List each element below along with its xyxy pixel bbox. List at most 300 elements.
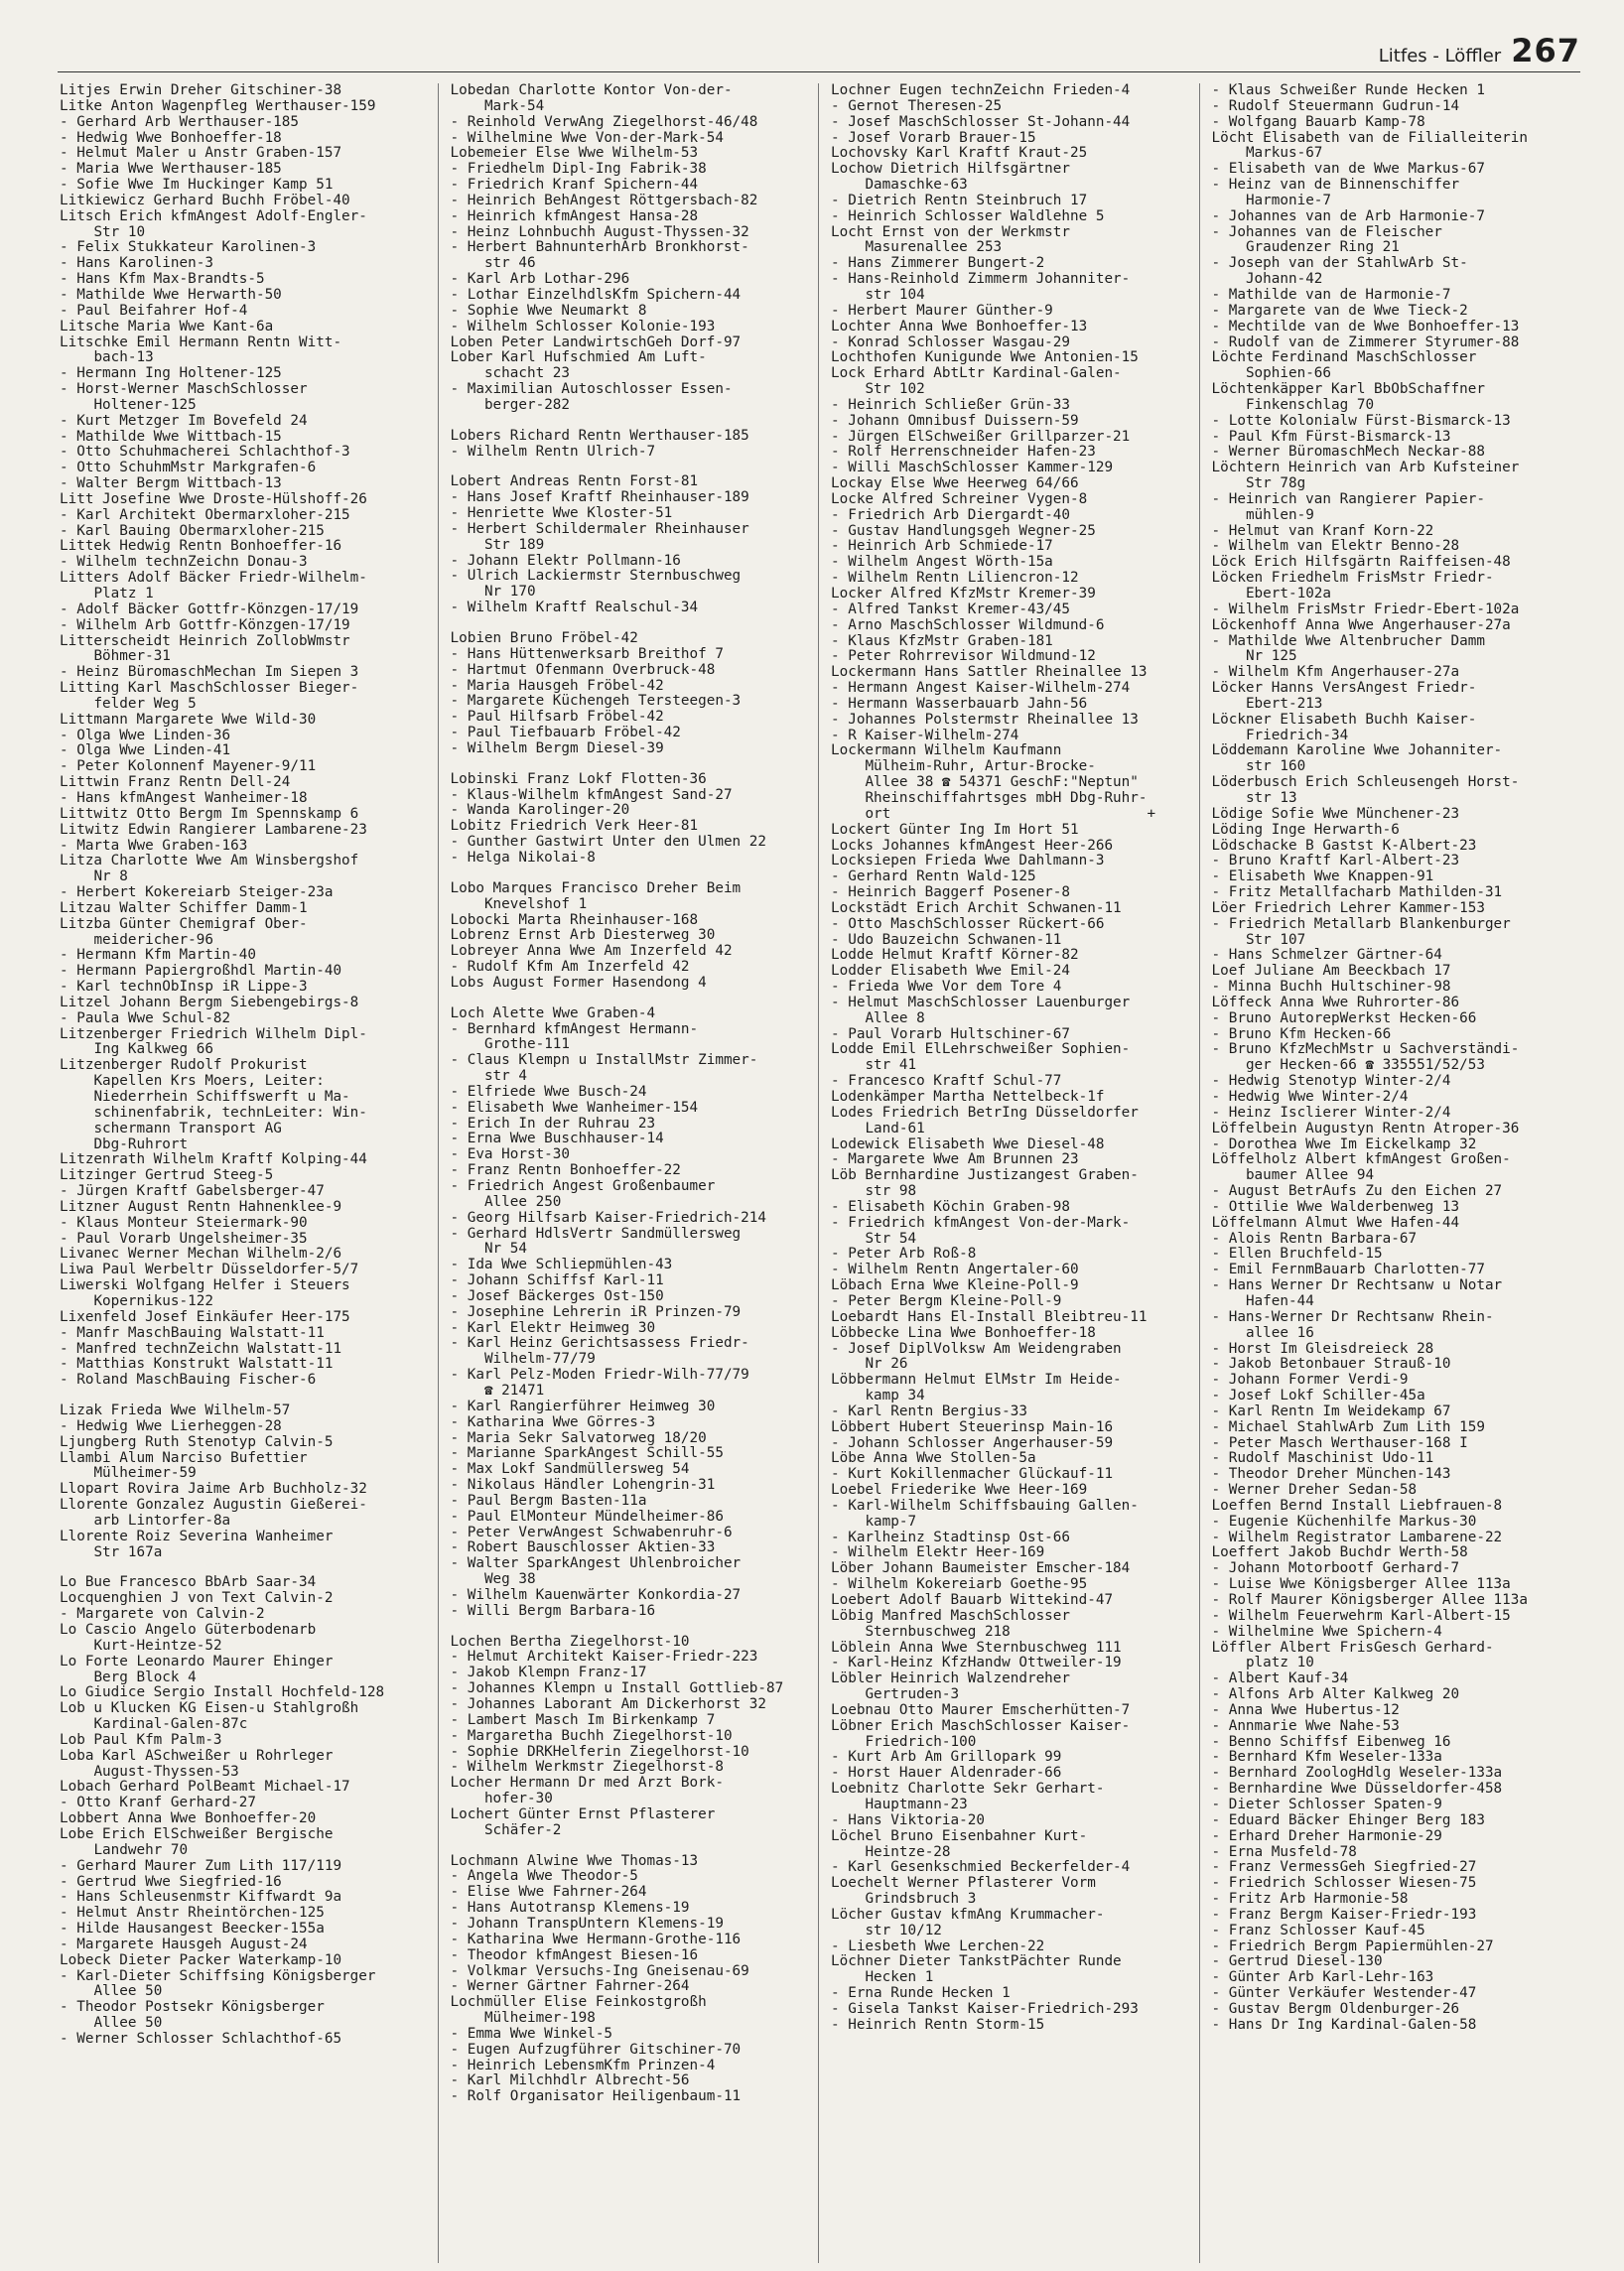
directory-entry: Littek Hedwig Rentn Bonhoeffer-16: [60, 538, 342, 555]
directory-entry: - Karl technObInsp iR Lippe-3: [60, 979, 308, 996]
directory-entry: - Mathilde Wwe Herwarth-50: [60, 286, 282, 303]
directory-entry: - Wilhelm Feuerwehrm Karl-Albert-15: [1211, 1607, 1511, 1624]
directory-entry: - Rudolf van de Zimmerer Styrumer-88: [1211, 334, 1520, 350]
directory-entry: - Karl Rentn Im Weidekamp 67: [1211, 1403, 1451, 1419]
directory-entry: - Wilhelm FrisMstr Friedr-Ebert-102a: [1211, 601, 1520, 617]
directory-entry: Loebardt Hans El-Install Bleibtreu-11: [831, 1308, 1148, 1325]
directory-entry: - Sophie DRKHelferin Ziegelhorst-10: [450, 1743, 749, 1760]
directory-entry: Löddemann Karoline Wwe Johanniter- str 160: [1211, 742, 1503, 775]
directory-entry: Litt Josefine Wwe Droste-Hülshoff-26: [60, 490, 367, 507]
directory-entry: - Henriette Wwe Kloster-51: [450, 505, 673, 522]
directory-entry: - Bruno KfzMechMstr u Sachverständi- ger Hecken-66 ☎ 335551/52/53: [1211, 1041, 1520, 1074]
directory-entry: - Minna Buchh Hultschiner-98: [1211, 979, 1451, 996]
directory-entry: Lobien Bruno Fröbel-42: [450, 630, 638, 646]
directory-entry: Löbbert Hubert Steuerinsp Main-16: [831, 1418, 1114, 1435]
directory-entry: Löffelbein Augustyn Rentn Atroper-36: [1211, 1120, 1520, 1136]
directory-entry: - Peter Masch Werthauser-168 I: [1211, 1434, 1468, 1451]
directory-entry: Lochner Eugen technZeichn Frieden-4: [831, 83, 1131, 98]
entry-gap: [451, 757, 807, 772]
directory-entry: - Karl-Wilhelm Schiffsbauing Gallen- kamp-7: [831, 1497, 1139, 1530]
directory-entry: - Herbert Maurer Günther-9: [831, 302, 1053, 319]
directory-entry: - Katharina Wwe Görres-3: [450, 1413, 656, 1430]
directory-entry: - Heinrich Arb Schmiede-17: [831, 538, 1053, 555]
directory-entry: - Heinrich Schließer Grün-33: [831, 396, 1071, 413]
directory-entry: - Johannes Polstermstr Rheinallee 13: [831, 711, 1139, 728]
directory-entry: - Johannes Laborant Am Dickerhorst 32: [450, 1696, 766, 1712]
directory-entry: - Heinrich Baggerf Posener-8: [831, 884, 1071, 901]
directory-entry: Liwa Paul Werbeltr Düsseldorfer-5/7: [60, 1262, 359, 1278]
directory-entry: - Karl Rentn Bergius-33: [831, 1403, 1027, 1419]
directory-entry: Litkiewicz Gerhard Buchh Fröbel-40: [60, 192, 350, 208]
directory-entry: - Margarete von Calvin-2: [60, 1606, 265, 1623]
directory-entry: Loben Peter LandwirtschGeh Dorf-97: [450, 334, 742, 350]
directory-entry: Lob Paul Kfm Palm-3: [60, 1731, 222, 1748]
directory-entry: - Elisabeth Wwe Knappen-91: [1211, 868, 1434, 885]
directory-entry: - Karl Architekt Obermarxloher-215: [60, 506, 350, 523]
directory-entry: Lo Cascio Angelo Güterbodenarb Kurt-Heintze-52: [60, 1622, 317, 1654]
directory-entry: - Annmarie Wwe Nahe-53: [1211, 1717, 1400, 1734]
directory-entry: - Heinz van de Binnenschiffer Harmonie-7: [1211, 177, 1460, 208]
directory-entry: - Friedrich Schlosser Wiesen-75: [1211, 1875, 1477, 1892]
directory-entry: - Bernhard kfmAngest Hermann- Grothe-111: [450, 1020, 699, 1053]
directory-entry: - Hans Schmelzer Gärtner-64: [1211, 947, 1442, 964]
directory-entry: - Lothar EinzelhdlsKfm Spichern-44: [450, 286, 742, 303]
directory-entry: - Peter Kolonnenf Mayener-9/11: [60, 758, 317, 775]
directory-entry: Lodenkämper Martha Nettelbeck-1f: [831, 1089, 1105, 1105]
directory-entry: Löbe Anna Wwe Stollen-5a: [831, 1450, 1036, 1467]
directory-entry: - Werner Dreher Sedan-58: [1211, 1482, 1418, 1499]
directory-entry: - Hans Autotransp Klemens-19: [450, 1900, 690, 1917]
directory-entry: Löbbermann Helmut ElMstr Im Heide- kamp 34: [831, 1372, 1122, 1404]
directory-entry: Lockert Günter Ing Im Hort 51: [831, 821, 1079, 838]
directory-entry: - Kurt Kokillenmacher Glückauf-11: [831, 1466, 1114, 1483]
directory-entry: Lobach Gerhard PolBeamt Michael-17: [60, 1779, 350, 1796]
directory-entry: - Elisabeth van de Wwe Markus-67: [1211, 161, 1485, 178]
directory-entry: - Bernhard Kfm Weseler-133a: [1211, 1749, 1442, 1766]
directory-entry: - Wilhelmine Wwe Von-der-Mark-54: [450, 129, 724, 146]
directory-entry: Loeffen Bernd Install Liebfrauen-8: [1211, 1497, 1503, 1514]
directory-entry: - Alois Rentn Barbara-67: [1211, 1230, 1418, 1247]
directory-entry: - Werner Gärtner Fahrner-264: [450, 1978, 690, 1995]
directory-entry: - Hans Dr Ing Kardinal-Galen-58: [1211, 2016, 1477, 2033]
directory-entry: Lob u Klucken KG Eisen-u Stahlgroßh Kardinal-Galen-87c: [60, 1700, 359, 1733]
directory-entry: - Karl Arb Lothar-296: [450, 271, 630, 288]
directory-entry: - Hermann Wasserbauarb Jahn-56: [831, 695, 1088, 712]
directory-entry: - Volkmar Versuchs-Ing Gneisenau-69: [450, 1962, 749, 1979]
directory-entry: - Wilhelm Kauenwärter Konkordia-27: [450, 1586, 742, 1603]
directory-entry: Loef Juliane Am Beeckbach 17: [1211, 963, 1451, 980]
directory-entry: Löckenhoff Anna Wwe Angerhauser-27a: [1211, 616, 1511, 633]
directory-entry: - Gerhard Arb Werthauser-185: [60, 113, 300, 130]
directory-entry: Loeffert Jakob Buchdr Werth-58: [1211, 1544, 1468, 1561]
directory-entry: - Georg Hilfsarb Kaiser-Friedrich-214: [450, 1209, 766, 1226]
directory-entry: - Heinrich van Rangierer Papier- mühlen-9: [1211, 490, 1485, 523]
entry-gap: [451, 992, 807, 1006]
directory-entry: - Elise Wwe Fahrner-264: [450, 1884, 647, 1901]
directory-entry: - Bernhard ZoologHdlg Weseler-133a: [1211, 1765, 1503, 1782]
directory-entry: - Klaus Monteur Steiermark-90: [60, 1214, 308, 1231]
directory-entry: - Helmut Architekt Kaiser-Friedr-223: [450, 1649, 758, 1666]
directory-entry: - Friedrich kfmAngest Von-der-Mark- Str 54: [831, 1214, 1131, 1247]
directory-entry: - Margarete Wwe Am Brunnen 23: [831, 1151, 1079, 1168]
directory-entry: - August BetrAufs Zu den Eichen 27: [1211, 1183, 1503, 1200]
directory-entry: - Friedrich Kranf Spichern-44: [450, 177, 699, 194]
directory-entry: Lochmann Alwine Wwe Thomas-13: [450, 1852, 699, 1869]
directory-entry: - Fritz Arb Harmonie-58: [1211, 1891, 1409, 1908]
directory-entry: - Peter VerwAngest Schwabenruhr-6: [450, 1524, 733, 1540]
directory-entry: - Maximilian Autoschlosser Essen- berger-282: [450, 381, 733, 413]
directory-entry: - Max Lokf Sandmüllersweg 54: [450, 1461, 690, 1478]
directory-entry: - Lotte Kolonialw Fürst-Bismarck-13: [1211, 412, 1511, 429]
directory-entry: - Willi Bergm Barbara-16: [450, 1602, 656, 1619]
directory-entry: - Gisela Tankst Kaiser-Friedrich-293: [831, 2000, 1139, 2017]
directory-entry: - Hedwig Stenotyp Winter-2/4: [1211, 1073, 1451, 1090]
column-4: [1200, 83, 1581, 2263]
directory-entry: - Josef Bäckerges Ost-150: [450, 1287, 664, 1304]
directory-entry: Litsche Maria Wwe Kant-6a: [60, 318, 274, 334]
directory-entry: Löbach Erna Wwe Kleine-Poll-9: [831, 1277, 1079, 1294]
directory-entry: Löckner Elisabeth Buchh Kaiser- Friedrich-34: [1211, 711, 1477, 743]
directory-entry: Lödschacke B Gastst K-Albert-23: [1211, 837, 1477, 854]
directory-entry: - Hans Werner Dr Rechtsanw u Notar Hafen-44: [1211, 1277, 1503, 1309]
directory-entry: - Karl Milchhdlr Albrecht-56: [450, 2072, 690, 2089]
directory-entry: - Walter SparkAngest Uhlenbroicher Weg 38: [450, 1555, 742, 1588]
directory-entry: - Hartmut Ofenmann Overbruck-48: [450, 661, 716, 678]
directory-entry: - Katharina Wwe Hermann-Grothe-116: [450, 1931, 742, 1947]
directory-entry: - Heinrich kfmAngest Hansa-28: [450, 207, 699, 224]
directory-entry: - Karl Rangierführer Heimweg 30: [450, 1398, 716, 1414]
directory-entry: - Wilhelm Registrator Lambarene-22: [1211, 1529, 1503, 1545]
directory-entry: - Kurt Metzger Im Bovefeld 24: [60, 412, 308, 429]
directory-entry: Lobers Richard Rentn Werthauser-185: [450, 427, 749, 444]
directory-entry: - Klaus KfzMstr Graben-181: [831, 632, 1053, 649]
directory-entry: - Johann Former Verdi-9: [1211, 1372, 1409, 1389]
directory-entry: - Eva Horst-30: [450, 1146, 571, 1163]
directory-entry: - Ottilie Wwe Walderbenweg 13: [1211, 1198, 1460, 1215]
directory-entry: - Paul Hilfsarb Fröbel-42: [450, 709, 664, 726]
directory-entry: - Klaus-Wilhelm kfmAngest Sand-27: [450, 786, 733, 803]
directory-entry: - Felix Stukkateur Karolinen-3: [60, 239, 317, 256]
directory-entry: - Gunther Gastwirt Unter den Ulmen 22: [450, 834, 766, 851]
directory-entry: - Heinrich Schlosser Waldlehne 5: [831, 207, 1105, 224]
directory-entry: - Johannes van de Arb Harmonie-7: [1211, 207, 1485, 224]
directory-entry: Littwitz Otto Bergm Im Spennskamp 6: [60, 805, 359, 822]
directory-entry: - Elfriede Wwe Busch-24: [450, 1083, 647, 1100]
directory-entry: - Erhard Dreher Harmonie-29: [1211, 1827, 1442, 1844]
directory-entry: - Hans-Reinhold Zimmerm Johanniter- str 104: [831, 271, 1131, 303]
directory-entry: - Rudolf Kfm Am Inzerfeld 42: [450, 959, 690, 976]
directory-entry: Loebert Adolf Bauarb Wittekind-47: [831, 1592, 1114, 1608]
directory-entry: Litzenberger Friedrich Wilhelm Dipl- Ing Kalkweg 66: [60, 1025, 367, 1058]
directory-entry: - Maria Sekr Salvatorweg 18/20: [450, 1429, 707, 1446]
directory-entry: Loba Karl ASchweißer u Rohrleger August-Thyssen-53: [60, 1747, 334, 1780]
directory-entry: - Karl-Heinz KfzHandw Ottweiler-19: [831, 1655, 1122, 1671]
directory-entry: - Olga Wwe Linden-41: [60, 742, 231, 759]
directory-entry: Locquenghien J von Text Calvin-2: [60, 1590, 334, 1607]
directory-entry: Löer Friedrich Lehrer Kammer-153: [1211, 899, 1485, 916]
directory-entry: Litzel Johann Bergm Siebengebirgs-8: [60, 994, 359, 1010]
directory-entry: - Peter Rohrrevisor Wildmund-12: [831, 648, 1096, 665]
page-number: 267: [1511, 32, 1580, 69]
entry-gap: [451, 616, 807, 631]
directory-entry: Livanec Werner Mechan Wilhelm-2/6: [60, 1246, 342, 1263]
directory-entry: Löbner Erich MaschSchlosser Kaiser- Friedrich-100: [831, 1717, 1131, 1750]
directory-entry: - Liesbeth Wwe Lerchen-22: [831, 1937, 1045, 1954]
directory-entry: Lobe Erich ElSchweißer Bergische Landwehr 70: [60, 1825, 334, 1858]
directory-entry: Lochow Dietrich Hilfsgärtner Damaschke-63: [831, 161, 1071, 194]
directory-entry: - Karl Heinz Gerichtsassess Friedr- Wilhelm-77/79: [450, 1335, 749, 1368]
directory-entry: - Hans Viktoria-20: [831, 1811, 985, 1828]
directory-entry: - Nikolaus Händler Lohengrin-31: [450, 1477, 716, 1494]
directory-entry: - Helmut Maler u Anstr Graben-157: [60, 145, 342, 162]
directory-entry: Loebnau Otto Maurer Emscherhütten-7: [831, 1701, 1131, 1718]
directory-entry: Löcker Hanns VersAngest Friedr- Ebert-213: [1211, 680, 1477, 712]
directory-entry: - Otto SchuhmMstr Markgrafen-6: [60, 460, 317, 476]
entry-gap: [60, 1389, 426, 1403]
directory-entry: - Paul Kfm Fürst-Bismarck-13: [1211, 428, 1451, 445]
directory-entry: - Franz VermessGeh Siegfried-27: [1211, 1859, 1477, 1876]
directory-entry: - Otto MaschSchlosser Rückert-66: [831, 915, 1105, 932]
directory-entry: Lockermann Hans Sattler Rheinallee 13: [831, 664, 1148, 681]
directory-entry: - Kurt Arb Am Grillopark 99: [831, 1749, 1062, 1766]
directory-entry: - Wilhelm van Elektr Benno-28: [1211, 538, 1460, 555]
directory-entry: - Theodor Dreher München-143: [1211, 1466, 1451, 1483]
directory-entry: - Hermann Papiergroßhdl Martin-40: [60, 963, 342, 980]
directory-entry: Litzenberger Rudolf Prokurist Kapellen Krs Moers, Leiter: Niederrhein Schiffswerft u Ma- schinenfabrik, technLeiter: Win- schermann Transport AG Dbg-Ruhrort: [60, 1057, 367, 1152]
directory-entry: Litschke Emil Hermann Rentn Witt- bach-13: [60, 334, 342, 366]
directory-entry: Litza Charlotte Wwe Am Winsbergshof Nr 8: [60, 853, 359, 885]
directory-entry: - Anna Wwe Hubertus-12: [1211, 1701, 1400, 1718]
directory-entry: - Mechtilde van de Wwe Bonhoeffer-13: [1211, 318, 1520, 334]
directory-entry: Litzau Walter Schiffer Damm-1: [60, 899, 308, 916]
directory-entry: Lobocki Marta Rheinhauser-168: [450, 911, 699, 928]
directory-entry: - Gustav Bergm Oldenburger-26: [1211, 2000, 1460, 2017]
directory-entry: Lodde Helmut Kraftf Körner-82: [831, 947, 1079, 964]
directory-entry: Llorente Gonzalez Augustin Gießerei- arb Lintorfer-8a: [60, 1497, 367, 1529]
directory-entry: - Karl-Dieter Schiffsing Königsberger Allee 50: [60, 1967, 376, 2000]
directory-entry: - Dietrich Rentn Steinbruch 17: [831, 192, 1088, 208]
directory-entry: Lobedan Charlotte Kontor Von-der- Mark-54: [450, 83, 733, 114]
entry-gap: [60, 1560, 426, 1575]
directory-entry: - Heinz BüromaschMechan Im Siepen 3: [60, 664, 359, 681]
directory-entry: Locher Hermann Dr med Arzt Bork- hofer-30: [450, 1775, 724, 1807]
directory-entry: - Karl Elektr Heimweg 30: [450, 1319, 656, 1336]
directory-entry: Löblein Anna Wwe Sternbuschweg 111: [831, 1639, 1122, 1656]
directory-entry: - Herbert Schildermaler Rheinhauser Str 189: [450, 520, 749, 553]
directory-entry: Llorente Roiz Severina Wanheimer Str 167a: [60, 1528, 334, 1560]
directory-entry: Löffler Albert FrisGesch Gerhard- platz 10: [1211, 1639, 1494, 1671]
directory-entry: Lockay Else Wwe Heerweg 64/66: [831, 475, 1079, 492]
directory-entry: - Heinz Isclierer Winter-2/4: [1211, 1104, 1451, 1121]
directory-entry: - Friedrich Arb Diergardt-40: [831, 506, 1071, 523]
directory-entry: - Marta Wwe Graben-163: [60, 837, 248, 854]
directory-entry: - Hermann Kfm Martin-40: [60, 947, 256, 964]
directory-entry: - Ellen Bruchfeld-15: [1211, 1246, 1383, 1263]
directory-entry: Loechelt Werner Pflasterer Vorm Grindsbruch 3: [831, 1875, 1096, 1908]
directory-entry: - Helmut MaschSchlosser Lauenburger Allee 8: [831, 994, 1131, 1026]
directory-entry: - Josef MaschSchlosser St-Johann-44: [831, 113, 1131, 130]
directory-entry: Löding Inge Herwarth-6: [1211, 821, 1400, 838]
directory-entry: - Manfr MaschBauing Walstatt-11: [60, 1324, 325, 1341]
directory-entry: Lo Forte Leonardo Maurer Ehinger Berg Block 4: [60, 1653, 334, 1685]
directory-entry: - Hans-Werner Dr Rechtsanw Rhein- allee 16: [1211, 1308, 1494, 1341]
directory-entry: - Franz Rentn Bonhoeffer-22: [450, 1162, 681, 1179]
directory-entry: Lo Giudice Sergio Install Hochfeld-128: [60, 1684, 385, 1701]
directory-entry: Löchtern Heinrich van Arb Kufsteiner Str 78g: [1211, 460, 1520, 492]
directory-entry: - Wilhelm Arb Gottfr-Könzgen-17/19: [60, 616, 350, 633]
directory-entry: - Wilhelm Schlosser Kolonie-193: [450, 318, 716, 334]
directory-entry: - Johann Elektr Pollmann-16: [450, 552, 681, 569]
directory-entry: - Sophie Wwe Neumarkt 8: [450, 302, 647, 319]
directory-entry: Lodder Elisabeth Wwe Emil-24: [831, 963, 1071, 980]
directory-entry: - Bernhardine Wwe Düsseldorfer-458: [1211, 1781, 1503, 1798]
directory-entry: - Joseph van der StahlwArb St- Johann-42: [1211, 255, 1468, 288]
directory-entry: - Olga Wwe Linden-36: [60, 727, 231, 743]
directory-entry: - Günter Verkäufer Westender-47: [1211, 1985, 1477, 2002]
directory-entry: Löchel Bruno Eisenbahner Kurt- Heintze-28: [831, 1827, 1088, 1860]
directory-entry: - Klaus Schweißer Runde Hecken 1: [1211, 83, 1485, 98]
directory-entry: - Karl Gesenkschmied Beckerfelder-4: [831, 1859, 1131, 1876]
directory-entry: - Hedwig Wwe Bonhoeffer-18: [60, 129, 282, 146]
directory-entry: - Heinrich Rentn Storm-15: [831, 2016, 1045, 2033]
directory-entry: - Francesco Kraftf Schul-77: [831, 1073, 1062, 1090]
directory-entry: Löderbusch Erich Schleusengeh Horst- str 13: [1211, 774, 1520, 806]
directory-entry: - Franz Schlosser Kauf-45: [1211, 1922, 1425, 1938]
directory-entry: - Paul Vorarb Ungelsheimer-35: [60, 1230, 308, 1247]
directory-entry: Loch Alette Wwe Graben-4: [450, 1004, 656, 1021]
directory-entry: - Werner Schlosser Schlachthof-65: [60, 2030, 342, 2047]
directory-entry: - Wilhelm Angest Wörth-15a: [831, 554, 1053, 571]
directory-entry: Llambi Alum Narciso Bufettier Mülheimer-59: [60, 1449, 308, 1482]
directory-entry: - Josef Vorarb Brauer-15: [831, 129, 1036, 146]
directory-entry: Löffeck Anna Wwe Ruhrorter-86: [1211, 994, 1460, 1010]
directory-entry: - Friedrich Bergm Papiermühlen-27: [1211, 1937, 1494, 1954]
directory-entry: - Alfred Tankst Kremer-43/45: [831, 601, 1071, 617]
directory-entry: Lochmüller Elise Feinkostgroßh Mülheimer-198: [450, 1994, 707, 2027]
directory-entry: - Dorothea Wwe Im Eickelkamp 32: [1211, 1136, 1477, 1152]
directory-entry: - Ulrich Lackiermstr Sternbuschweg Nr 170: [450, 568, 742, 601]
directory-entry: - Wilhelm Rentn Angertaler-60: [831, 1262, 1079, 1278]
directory-entry: - Werner BüromaschMech Neckar-88: [1211, 444, 1485, 461]
directory-entry: - Johann Motorbootf Gerhard-7: [1211, 1560, 1460, 1577]
directory-entry: Lockstädt Erich Archit Schwanen-11: [831, 899, 1122, 916]
directory-entry: Loebnitz Charlotte Sekr Gerhart- Hauptmann-23: [831, 1781, 1105, 1812]
directory-entry: - Fritz Metallfacharb Mathilden-31: [1211, 884, 1503, 901]
directory-entry: - Wilhelm technZeichn Donau-3: [60, 554, 308, 571]
directory-entry: Lodewick Elisabeth Wwe Diesel-48: [831, 1136, 1105, 1152]
directory-entry: Lodde Emil ElLehrschweißer Sophien- str 41: [831, 1041, 1131, 1074]
directory-entry: Lochert Günter Ernst Pflasterer Schäfer-2: [450, 1805, 716, 1838]
directory-entry: - Ida Wwe Schliepmühlen-43: [450, 1257, 673, 1273]
directory-entry: - Wanda Karolinger-20: [450, 802, 630, 819]
directory-entry: - Dieter Schlosser Spaten-9: [1211, 1796, 1442, 1812]
directory-entry: - Erna Runde Hecken 1: [831, 1985, 1011, 2002]
directory-entry: - Emma Wwe Winkel-5: [450, 2025, 613, 2042]
directory-entry: - Erna Musfeld-78: [1211, 1843, 1357, 1860]
directory-entry: Löber Johann Baumeister Emscher-184: [831, 1560, 1131, 1577]
directory-entry: - Wilhelm Kokereiarb Goethe-95: [831, 1576, 1088, 1593]
directory-entry: Loebel Friederike Wwe Heer-169: [831, 1482, 1088, 1499]
directory-entry: - Elisabeth Wwe Wanheimer-154: [450, 1099, 699, 1116]
directory-entry: Ljungberg Ruth Stenotyp Calvin-5: [60, 1433, 334, 1450]
directory-entry: - Rolf Herrenschneider Hafen-23: [831, 444, 1096, 461]
directory-entry: - Karlheinz Stadtinsp Ost-66: [831, 1529, 1071, 1545]
directory-entry: - Wilhelm Kfm Angerhauser-27a: [1211, 664, 1460, 681]
directory-entry: - Wolfgang Bauarb Kamp-78: [1211, 113, 1425, 130]
directory-entry: Lobreyer Anna Wwe Am Inzerfeld 42: [450, 943, 733, 960]
directory-entry: - Adolf Bäcker Gottfr-Könzgen-17/19: [60, 601, 359, 617]
directory-entry: Lobbert Anna Wwe Bonhoeffer-20: [60, 1810, 317, 1827]
directory-entry: - Lambert Masch Im Birkenkamp 7: [450, 1711, 716, 1728]
directory-entry: Lo Bue Francesco BbArb Saar-34: [60, 1574, 317, 1591]
directory-entry: - Walter Bergm Wittbach-13: [60, 475, 282, 492]
directory-entry: Litzner August Rentn Hahnenklee-9: [60, 1198, 342, 1215]
directory-entry: - Hans Schleusenmstr Kiffwardt 9a: [60, 1889, 342, 1906]
directory-entry: - Matthias Konstrukt Walstatt-11: [60, 1356, 334, 1373]
directory-entry: - Theodor Postsekr Königsberger Allee 50: [60, 1999, 325, 2032]
directory-entry: - Erna Wwe Buschhauser-14: [450, 1131, 664, 1147]
column-1: [58, 83, 439, 2263]
directory-entry: - Angela Wwe Theodor-5: [450, 1868, 638, 1885]
directory-columns: [58, 83, 1580, 2263]
directory-entry: Lödige Sofie Wwe Münchener-23: [1211, 805, 1460, 822]
header-rule: [58, 71, 1580, 72]
directory-entry: - Gernot Theresen-25: [831, 97, 1003, 114]
directory-entry: - Willi MaschSchlosser Kammer-129: [831, 460, 1114, 476]
directory-entry: Litzenrath Wilhelm Kraftf Kolping-44: [60, 1151, 367, 1168]
directory-entry: - Peter Arb Roß-8: [831, 1246, 977, 1263]
directory-entry: - Karl Pelz-Moden Friedr-Wilh-77/79 ☎ 21471: [450, 1367, 749, 1399]
directory-entry: - Hedwig Wwe Lierheggen-28: [60, 1417, 282, 1434]
directory-entry: - Johann Schiffsf Karl-11: [450, 1272, 664, 1289]
directory-entry: - Otto Kranf Gerhard-27: [60, 1795, 256, 1811]
directory-entry: - Paul Beifahrer Hof-4: [60, 302, 248, 319]
directory-entry: Lobeck Dieter Packer Waterkamp-10: [60, 1951, 342, 1968]
directory-entry: - Gerhard Maurer Zum Lith 117/119: [60, 1857, 342, 1874]
directory-entry: Litzba Günter Chemigraf Ober- meidericher-96: [60, 915, 308, 948]
directory-entry: Locht Ernst von der Werkmstr Masurenallee 253: [831, 223, 1071, 256]
directory-entry: - Erich In der Ruhrau 23: [450, 1115, 656, 1132]
directory-entry: - Benno Schiffsf Eibenweg 16: [1211, 1733, 1451, 1750]
directory-entry: Locke Alfred Schreiner Vygen-8: [831, 490, 1088, 507]
directory-entry: - Bruno Kraftf Karl-Albert-23: [1211, 853, 1460, 869]
directory-entry: - Hermann Ing Holtener-125: [60, 365, 282, 382]
directory-entry: - Mathilde van de Harmonie-7: [1211, 286, 1451, 303]
directory-entry: - Peter Bergm Kleine-Poll-9: [831, 1292, 1062, 1309]
directory-entry: - Hans Zimmerer Bungert-2: [831, 255, 1045, 272]
directory-entry: Löb Bernhardine Justizangest Graben- str 98: [831, 1167, 1139, 1200]
directory-entry: - Jakob Betonbauer Strauß-10: [1211, 1356, 1451, 1373]
directory-entry: Lochovsky Karl Kraftf Kraut-25: [831, 145, 1088, 162]
directory-entry: - Wilhelm Rentn Ulrich-7: [450, 443, 656, 460]
column-3: [819, 83, 1200, 2263]
directory-entry: Litsch Erich kfmAngest Adolf-Engler- Str 10: [60, 207, 367, 240]
directory-entry: Lochter Anna Wwe Bonhoeffer-13: [831, 318, 1088, 334]
directory-entry: - Horst Im Gleisdreieck 28: [1211, 1340, 1434, 1357]
directory-entry: Löbler Heinrich Walzendreher Gertruden-3: [831, 1670, 1071, 1703]
directory-entry: - Arno MaschSchlosser Wildmund-6: [831, 616, 1105, 633]
directory-entry: Löchte Ferdinand MaschSchlosser Sophien-66: [1211, 349, 1477, 382]
directory-entry: - Eugen Aufzugführer Gitschiner-70: [450, 2041, 742, 2058]
directory-entry: - Gertrud Wwe Siegfried-16: [60, 1873, 282, 1890]
directory-entry: Locks Johannes kfmAngest Heer-266: [831, 837, 1114, 854]
directory-entry: - Theodor kfmAngest Biesen-16: [450, 1946, 699, 1963]
entry-gap: [451, 1620, 807, 1635]
directory-entry: - Hermann Angest Kaiser-Wilhelm-274: [831, 680, 1131, 697]
directory-entry: Litjes Erwin Dreher Gitschiner-38: [60, 83, 342, 98]
directory-entry: - Heinz Lohnbuchh August-Thyssen-32: [450, 223, 749, 240]
directory-entry: Löffelmann Almut Wwe Hafen-44: [1211, 1214, 1460, 1231]
